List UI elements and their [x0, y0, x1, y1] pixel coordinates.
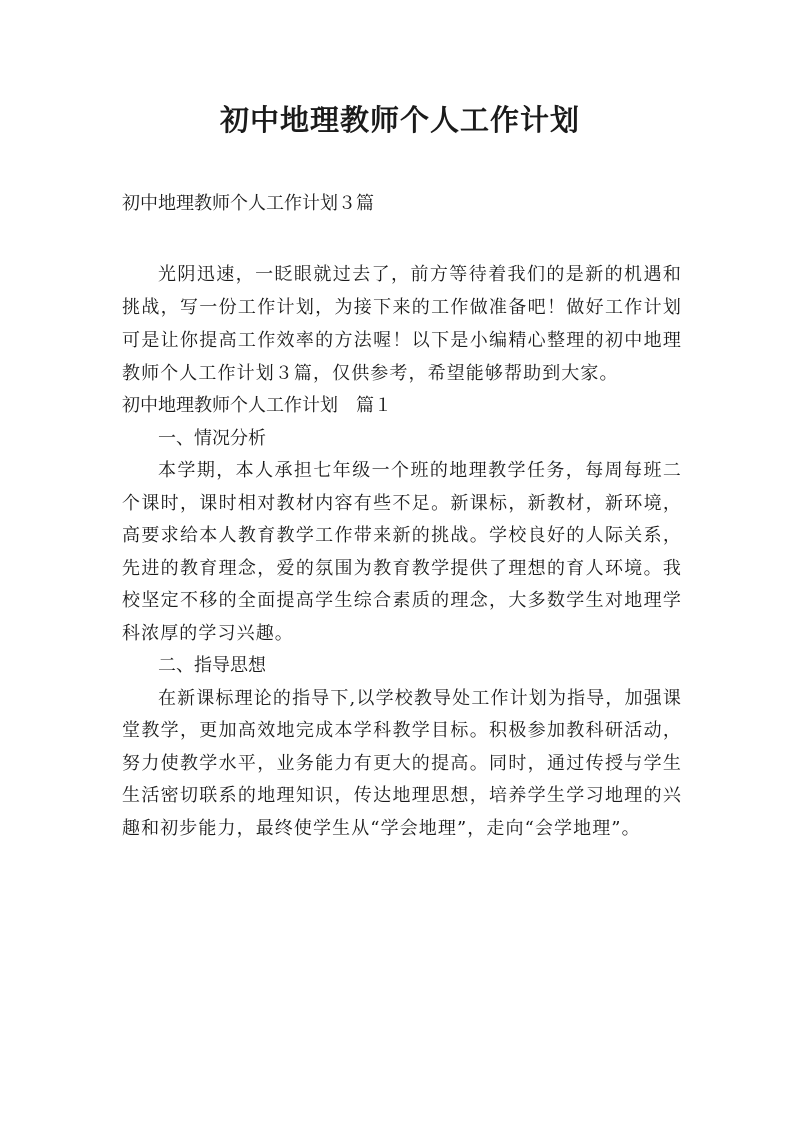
document-body [122, 182, 682, 845]
document-title: 初中地理教师个人工作计划 [219, 103, 580, 137]
heading-situation-analysis: 一、情况分析 [158, 427, 266, 449]
section-title: 初中地理教师个人工作计划 篇１ [122, 395, 392, 416]
paragraph-guiding-ideology: 在新课标理论的指导下,以学校教导处工作计划为指导，加强课堂教学，更加高效地完成本学科教学目标。积极参加教科研活动，努力使教学水平，业务能力有更大的提高。同时，通过传授与学生生活密切联系的地理知识，传达地理思想，培养学生学习地理的兴趣和初步能力，最终使学生从“学会地理”，走向“会学地理”。 [122, 687, 682, 839]
intro-paragraph: 光阴迅速，一眨眼就过去了，前方等待着我们的是新的机遇和挑战，写一份工作计划，为接下来的工作做准备吧！做好工作计划可是让你提高工作效率的方法喔！以下是小编精心整理的初中地理教师个人工作计划３篇，仅供参考，希望能够帮助到大家。 [122, 264, 682, 384]
heading-guiding-ideology: 二、指导思想 [158, 655, 266, 676]
document-subtitle: 初中地理教师个人工作计划３篇 [122, 193, 374, 214]
paragraph-situation-analysis: 本学期，本人承担七年级一个班的地理教学任务，每周每班二个课时，课时相对教材内容有些不足。新课标，新教材，新环境，高要求给本人教育教学工作带来新的挑战。学校良好的人际关系，先进的教育理念，爱的氛围为教育教学提供了理想的育人环境。我校坚定不移的全面提高学生综合素质的理念，大多数学生对地理学科浓厚的学习兴趣。 [122, 460, 682, 644]
